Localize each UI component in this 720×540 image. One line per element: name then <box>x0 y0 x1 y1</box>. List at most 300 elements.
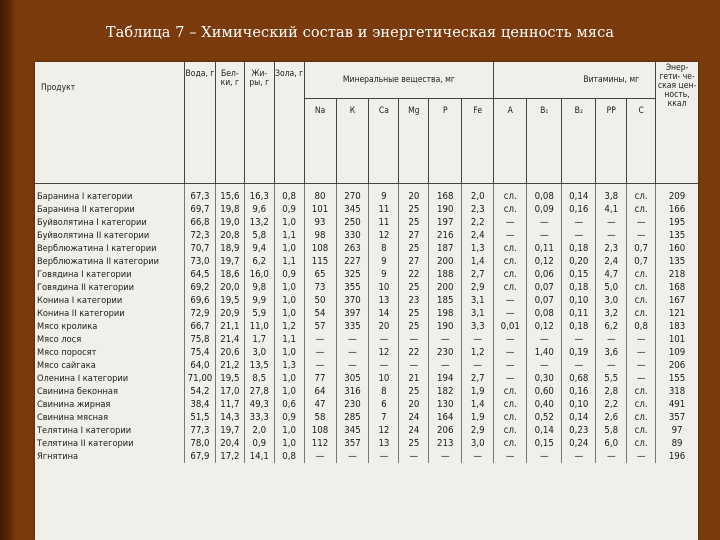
value-cell: 370 <box>336 294 369 307</box>
value-cell: 213 <box>429 437 462 450</box>
value-cell: 16,0 <box>244 268 274 281</box>
value-cell: — <box>627 216 656 229</box>
value-cell: 10 <box>369 281 399 294</box>
value-cell: 0,20 <box>562 255 596 268</box>
value-cell: — <box>336 359 369 372</box>
value-cell: 20,4 <box>215 437 244 450</box>
value-cell: 9 <box>369 268 399 281</box>
value-cell: 58 <box>304 411 336 424</box>
header-p: P <box>429 99 462 184</box>
value-cell: 21,1 <box>215 320 244 333</box>
value-cell: 11 <box>369 203 399 216</box>
value-cell: 183 <box>668 321 686 332</box>
value-cell: 0,16 <box>562 385 596 398</box>
value-cell: — <box>336 333 369 346</box>
value-cell: 75,4 <box>184 346 215 359</box>
table-row <box>35 437 698 450</box>
header-vitamins: Витамины, мг <box>494 62 656 99</box>
value-cell: 0,01 <box>494 320 527 333</box>
value-cell: 1,1 <box>274 255 304 268</box>
value-cell: 0,40 <box>527 398 562 411</box>
value-cell: 3,2 <box>596 307 627 320</box>
value-cell: 54 <box>304 307 336 320</box>
value-cell: 209 <box>668 191 686 202</box>
table-row <box>35 359 698 372</box>
header-k: К <box>336 99 369 184</box>
value-cell: 10 <box>369 372 399 385</box>
header-mg: Mg <box>399 99 429 184</box>
value-cell: 3,0 <box>462 437 494 450</box>
value-cell: 3,6 <box>596 346 627 359</box>
value-cell: 27 <box>399 255 429 268</box>
value-cell: 89 <box>671 438 683 449</box>
value-cell: 0,9 <box>274 268 304 281</box>
value-cell: 101 <box>668 334 686 345</box>
value-cell: 66,7 <box>184 320 215 333</box>
value-cell: 1,40 <box>527 346 562 359</box>
header-vitamin-pp: PP <box>596 99 627 184</box>
value-cell: 1,2 <box>462 346 494 359</box>
value-cell: 1,1 <box>274 229 304 242</box>
value-cell: 2,8 <box>596 385 627 398</box>
value-cell: 2,6 <box>596 411 627 424</box>
value-cell: 15,6 <box>215 190 244 203</box>
value-cell: 5,8 <box>244 229 274 242</box>
value-cell: 357 <box>668 412 686 423</box>
value-cell: 0,52 <box>527 411 562 424</box>
value-cell: 168 <box>429 190 462 203</box>
value-cell: 24 <box>399 411 429 424</box>
product-name-cell: Телятина I категории <box>35 424 184 437</box>
table-row <box>35 242 698 255</box>
product-name-cell: Мясо сайгака <box>35 359 184 372</box>
value-cell: 2,0 <box>462 190 494 203</box>
value-cell: 54,2 <box>184 385 215 398</box>
value-cell: 491 <box>668 399 686 410</box>
value-cell: 3,3 <box>462 320 494 333</box>
value-cell: 1,0 <box>274 424 304 437</box>
value-cell: — <box>527 229 562 242</box>
value-cell: 72,3 <box>184 229 215 242</box>
value-cell: — <box>429 359 462 372</box>
table-row <box>35 307 698 320</box>
value-cell: 188 <box>429 268 462 281</box>
value-cell: 33,3 <box>244 411 274 424</box>
value-cell: 194 <box>429 372 462 385</box>
value-cell: — <box>494 450 527 463</box>
value-cell: 13 <box>369 294 399 307</box>
value-cell: 166 <box>668 204 686 215</box>
value-cell: 20,8 <box>215 229 244 242</box>
product-name-cell: Конина I категории <box>35 294 184 307</box>
value-cell: 216 <box>429 229 462 242</box>
value-cell: сл. <box>494 281 527 294</box>
value-cell: сл. <box>494 190 527 203</box>
value-cell: — <box>399 450 429 463</box>
value-cell: 13,2 <box>244 216 274 229</box>
value-cell: 0,08 <box>527 190 562 203</box>
value-cell: 5,5 <box>596 372 627 385</box>
value-cell: — <box>527 216 562 229</box>
value-cell: 0,9 <box>244 437 274 450</box>
table-row <box>35 411 698 424</box>
table-row <box>35 450 698 463</box>
value-cell: 182 <box>429 385 462 398</box>
value-cell: 19,7 <box>215 424 244 437</box>
value-cell: 0,18 <box>562 281 596 294</box>
value-cell: 0,09 <box>527 203 562 216</box>
value-cell: 11,0 <box>244 320 274 333</box>
value-cell: — <box>596 333 627 346</box>
table-row <box>35 346 698 359</box>
value-cell: — <box>562 450 596 463</box>
value-cell: сл. <box>627 307 656 320</box>
value-cell: 4,7 <box>596 268 627 281</box>
value-cell: сл. <box>494 255 527 268</box>
header-fe: Fe <box>462 99 494 184</box>
value-cell: 0,18 <box>562 242 596 255</box>
value-cell: 155 <box>668 373 686 384</box>
value-cell: сл. <box>627 437 656 450</box>
product-name-cell: Верблюжатина I категории <box>35 242 184 255</box>
product-name-cell: Мясо поросят <box>35 346 184 359</box>
product-name-cell: Мясо лося <box>35 333 184 346</box>
value-cell: — <box>369 450 399 463</box>
product-name-cell: Свинина жирная <box>35 398 184 411</box>
value-cell: 206 <box>429 424 462 437</box>
value-cell: 316 <box>336 385 369 398</box>
header-product: Продукт <box>35 62 184 184</box>
value-cell: 20 <box>399 190 429 203</box>
value-cell: 0,10 <box>562 398 596 411</box>
value-cell: 67,3 <box>184 190 215 203</box>
header-vitamin-a: A <box>494 99 527 184</box>
value-cell: 13,5 <box>244 359 274 372</box>
value-cell: сл. <box>494 268 527 281</box>
value-cell: 397 <box>336 307 369 320</box>
value-cell: 1,0 <box>274 385 304 398</box>
value-cell: 6,0 <box>596 437 627 450</box>
product-name-cell: Говядина I категории <box>35 268 184 281</box>
value-cell: 185 <box>429 294 462 307</box>
value-cell: сл. <box>494 424 527 437</box>
value-cell: 18,9 <box>215 242 244 255</box>
product-name-cell: Баранина II категории <box>35 203 184 216</box>
value-cell: 20,6 <box>215 346 244 359</box>
value-cell: 160 <box>668 243 686 254</box>
value-cell: — <box>369 359 399 372</box>
value-cell: — <box>494 294 527 307</box>
value-cell: 1,4 <box>462 398 494 411</box>
value-cell: 19,5 <box>215 294 244 307</box>
table-body <box>35 184 698 464</box>
value-cell: 12 <box>369 346 399 359</box>
value-cell: 27,8 <box>244 385 274 398</box>
value-cell: 2,0 <box>244 424 274 437</box>
value-cell: 109 <box>668 347 686 358</box>
value-cell: 72,9 <box>184 307 215 320</box>
table-row <box>35 372 698 385</box>
value-cell: 21 <box>399 372 429 385</box>
product-name-cell: Ягнятина <box>35 450 184 463</box>
value-cell: 0,07 <box>527 294 562 307</box>
table-row <box>35 385 698 398</box>
value-cell: 0,8 <box>627 320 656 333</box>
value-cell: 64 <box>304 385 336 398</box>
value-cell: 0,8 <box>274 450 304 463</box>
value-cell: 2,7 <box>462 372 494 385</box>
table-row <box>35 190 698 203</box>
value-cell: 1,7 <box>244 333 274 346</box>
value-cell: 57 <box>304 320 336 333</box>
value-cell: 305 <box>336 372 369 385</box>
value-cell: 1,2 <box>274 320 304 333</box>
value-cell: 2,9 <box>462 281 494 294</box>
value-cell: 93 <box>304 216 336 229</box>
value-cell: — <box>494 333 527 346</box>
value-cell: — <box>494 229 527 242</box>
value-cell: 1,0 <box>274 307 304 320</box>
value-cell: 3,1 <box>462 294 494 307</box>
value-cell: 330 <box>336 229 369 242</box>
header-ash: Зола, г <box>274 62 304 184</box>
value-cell: 27 <box>399 229 429 242</box>
value-cell: 14 <box>369 307 399 320</box>
value-cell: 270 <box>336 190 369 203</box>
value-cell: — <box>304 333 336 346</box>
value-cell: — <box>562 333 596 346</box>
header-na: Na <box>304 99 336 184</box>
value-cell: 108 <box>304 242 336 255</box>
value-cell: 108 <box>304 424 336 437</box>
value-cell: 77,3 <box>184 424 215 437</box>
product-name-cell: Буйволятина I категории <box>35 216 184 229</box>
value-cell: 345 <box>336 424 369 437</box>
value-cell: 112 <box>304 437 336 450</box>
value-cell: — <box>399 359 429 372</box>
value-cell: 325 <box>336 268 369 281</box>
scanned-table-sheet <box>35 62 698 540</box>
value-cell: 78,0 <box>184 437 215 450</box>
value-cell: 19,7 <box>215 255 244 268</box>
value-cell: 6 <box>369 398 399 411</box>
value-cell: 263 <box>336 242 369 255</box>
value-cell: 0,9 <box>274 411 304 424</box>
value-cell: — <box>527 359 562 372</box>
table-row <box>35 333 698 346</box>
value-cell: 14,3 <box>215 411 244 424</box>
value-cell: 0,11 <box>527 242 562 255</box>
value-cell: 0,12 <box>527 320 562 333</box>
value-cell: сл. <box>494 203 527 216</box>
value-cell: 0,15 <box>562 268 596 281</box>
value-cell: 9,8 <box>244 281 274 294</box>
value-cell: 20 <box>369 320 399 333</box>
value-cell: 7 <box>369 411 399 424</box>
value-cell: 5,8 <box>596 424 627 437</box>
header-fat: Жи- ры, г <box>244 62 274 184</box>
value-cell: — <box>494 372 527 385</box>
value-cell: 75,8 <box>184 333 215 346</box>
composition-table <box>35 62 698 463</box>
value-cell: 5,0 <box>596 281 627 294</box>
header-energy: Энер- гети- че- ская цен- ность, ккал <box>656 62 698 184</box>
value-cell: 25 <box>399 320 429 333</box>
value-cell: сл. <box>494 398 527 411</box>
value-cell: 25 <box>399 281 429 294</box>
table-row <box>35 294 698 307</box>
value-cell: 51,5 <box>184 411 215 424</box>
value-cell: 9 <box>369 255 399 268</box>
value-cell: 0,10 <box>562 294 596 307</box>
value-cell: — <box>596 216 627 229</box>
value-cell: 1,9 <box>462 385 494 398</box>
table-row <box>35 281 698 294</box>
value-cell: — <box>369 333 399 346</box>
product-name-cell: Буйволятина II категории <box>35 229 184 242</box>
value-cell: — <box>596 359 627 372</box>
value-cell: 3,8 <box>596 190 627 203</box>
value-cell: сл. <box>627 294 656 307</box>
value-cell: сл. <box>627 268 656 281</box>
value-cell: 0,11 <box>562 307 596 320</box>
value-cell: 3,1 <box>462 307 494 320</box>
value-cell: 21,4 <box>215 333 244 346</box>
value-cell: 0,06 <box>527 268 562 281</box>
value-cell: 20 <box>399 398 429 411</box>
value-cell: 2,4 <box>596 255 627 268</box>
value-cell: 1,0 <box>274 437 304 450</box>
table-row <box>35 398 698 411</box>
value-cell: 47 <box>304 398 336 411</box>
value-cell: 17,2 <box>215 450 244 463</box>
value-cell: — <box>462 359 494 372</box>
value-cell: 167 <box>668 295 686 306</box>
value-cell: 121 <box>668 308 686 319</box>
table-row <box>35 424 698 437</box>
value-cell: 357 <box>336 437 369 450</box>
table-row <box>35 255 698 268</box>
value-cell: — <box>304 450 336 463</box>
value-cell: сл. <box>494 437 527 450</box>
value-cell: 0,12 <box>527 255 562 268</box>
value-cell: 227 <box>336 255 369 268</box>
value-cell: 0,24 <box>562 437 596 450</box>
value-cell: — <box>494 307 527 320</box>
value-cell: 19,8 <box>215 203 244 216</box>
value-cell: 1,0 <box>274 281 304 294</box>
value-cell: 17,0 <box>215 385 244 398</box>
table-row <box>35 229 698 242</box>
value-cell: — <box>462 450 494 463</box>
value-cell: сл. <box>494 385 527 398</box>
header-vitamin-b2: B₂ <box>562 99 596 184</box>
header-ca: Ca <box>369 99 399 184</box>
header-vitamin-b1: B₁ <box>527 99 562 184</box>
value-cell: 77 <box>304 372 336 385</box>
product-name-cell: Говядина II категории <box>35 281 184 294</box>
value-cell: 8 <box>369 385 399 398</box>
value-cell: 101 <box>304 203 336 216</box>
value-cell: — <box>596 229 627 242</box>
value-cell: 25 <box>399 216 429 229</box>
value-cell: 2,7 <box>462 268 494 281</box>
product-name-cell: Свинина мясная <box>35 411 184 424</box>
value-cell: — <box>462 333 494 346</box>
value-cell: 23 <box>399 294 429 307</box>
value-cell: 70,7 <box>184 242 215 255</box>
value-cell: — <box>494 346 527 359</box>
value-cell: 19,0 <box>215 216 244 229</box>
value-cell: 2,3 <box>596 242 627 255</box>
value-cell: — <box>627 346 656 359</box>
value-cell: 0,8 <box>274 190 304 203</box>
value-cell: 1,4 <box>462 255 494 268</box>
value-cell: 187 <box>429 242 462 255</box>
value-cell: — <box>562 216 596 229</box>
value-cell: — <box>627 333 656 346</box>
value-cell: 190 <box>429 320 462 333</box>
value-cell: — <box>304 359 336 372</box>
value-cell: 64,0 <box>184 359 215 372</box>
value-cell: 0,68 <box>562 372 596 385</box>
table-row <box>35 203 698 216</box>
value-cell: 25 <box>399 203 429 216</box>
value-cell: 206 <box>668 360 686 371</box>
value-cell: сл. <box>627 385 656 398</box>
table-row <box>35 268 698 281</box>
value-cell: 0,08 <box>527 307 562 320</box>
value-cell: 0,7 <box>627 255 656 268</box>
product-name-cell: Баранина I категории <box>35 190 184 203</box>
value-cell: — <box>627 229 656 242</box>
value-cell: — <box>562 229 596 242</box>
value-cell: 195 <box>668 217 686 228</box>
value-cell: — <box>304 346 336 359</box>
value-cell: 49,3 <box>244 398 274 411</box>
value-cell: сл. <box>627 424 656 437</box>
value-cell: сл. <box>627 190 656 203</box>
product-name-cell: Телятина II категории <box>35 437 184 450</box>
value-cell: 24 <box>399 424 429 437</box>
value-cell: 218 <box>668 269 686 280</box>
product-name-cell: Свинина беконная <box>35 385 184 398</box>
value-cell: 25 <box>399 385 429 398</box>
product-name-cell: Мясо кролика <box>35 320 184 333</box>
value-cell: — <box>627 372 656 385</box>
value-cell: 196 <box>668 451 686 462</box>
value-cell: 1,0 <box>274 242 304 255</box>
value-cell: 0,30 <box>527 372 562 385</box>
value-cell: — <box>627 359 656 372</box>
value-cell: 6,2 <box>244 255 274 268</box>
value-cell: 69,7 <box>184 203 215 216</box>
value-cell: 9 <box>369 190 399 203</box>
value-cell: 135 <box>668 230 686 241</box>
value-cell: 250 <box>336 216 369 229</box>
value-cell: 285 <box>336 411 369 424</box>
value-cell: 0,16 <box>562 203 596 216</box>
product-name-cell: Оленина I категории <box>35 372 184 385</box>
header-vitamin-c: C <box>627 99 656 184</box>
value-cell: сл. <box>627 203 656 216</box>
value-cell: 335 <box>336 320 369 333</box>
value-cell: 0,15 <box>527 437 562 450</box>
value-cell: 73,0 <box>184 255 215 268</box>
value-cell: 0,19 <box>562 346 596 359</box>
value-cell: 71,00 <box>184 372 215 385</box>
value-cell: 135 <box>668 256 686 267</box>
